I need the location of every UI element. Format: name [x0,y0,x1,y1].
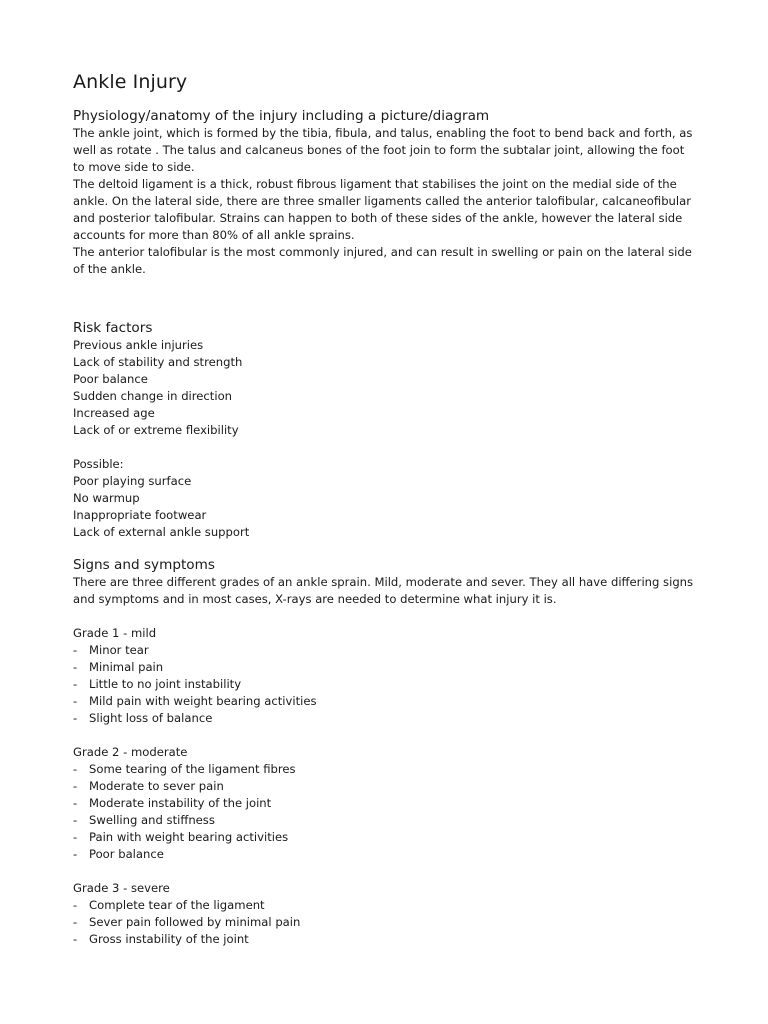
risk-item: Poor balance [73,372,148,386]
grade-block [73,625,695,727]
bullet-dash: - [73,694,78,708]
list-item-text: Minor tear [89,643,149,657]
grade-list [73,761,695,863]
list-item [73,897,695,914]
possible-item: Lack of external ankle support [73,525,250,539]
anatomy-paragraph: The ankle joint, which is formed by the tibia, fibula, and talus, enabling the foot to bend back and forth, as well as rotate . The talus and calcaneus bones of the foot join to form the subtalar joint, allowing the foot to move side to side. [73,126,693,174]
signs-intro: There are three different grades of an ankle sprain. Mild, moderate and sever. They all have differing signs and symptoms and in most cases, X-rays are needed to determine what injury it is. [73,575,694,606]
list-item-text: Poor balance [89,847,164,861]
bullet-dash: - [73,813,78,827]
list-item-text: Gross instability of the joint [89,932,249,946]
risk-heading: Risk factors [73,320,153,336]
grade-block [73,880,695,948]
list-item [73,710,695,727]
bullet-dash: - [73,915,78,929]
anatomy-paragraph: The deltoid ligament is a thick, robust fibrous ligament that stabilises the joint on the medial side of the ankle. On the lateral side, there are three smaller ligaments called the anterior talofibular, calcaneofibular and posterior talofibular. Strains can happen to both of these sides of the ankle, however the lateral side accounts for more than 80% of all ankle sprains. [73,177,692,242]
possible-label: Possible: [73,457,124,471]
list-item-text: Minimal pain [89,660,164,674]
list-item [73,761,695,778]
grade-label: Grade 2 - moderate [73,745,188,759]
risk-item: Increased age [73,406,155,420]
list-item [73,914,695,931]
anatomy-paragraph: The anterior talofibular is the most commonly injured, and can result in swelling or pain on the lateral side of the ankle. [73,245,692,276]
list-item [73,829,695,846]
bullet-dash: - [73,643,78,657]
list-item-text: Sever pain followed by minimal pain [89,915,301,929]
risk-item: Previous ankle injuries [73,338,204,352]
list-item-text: Some tearing of the ligament fibres [89,762,296,776]
grade-list [73,642,695,727]
list-item-text: Moderate instability of the joint [89,796,272,810]
bullet-dash: - [73,932,78,946]
list-item [73,778,695,795]
list-item-text: Mild pain with weight bearing activities [89,694,317,708]
bullet-dash: - [73,830,78,844]
grade-label: Grade 3 - severe [73,881,170,895]
document-title: Ankle Injury [73,71,188,93]
risk-item: Lack of or extreme flexibility [73,423,239,437]
list-item-text: Swelling and stiffness [89,813,215,827]
bullet-dash: - [73,796,78,810]
list-item [73,931,695,948]
list-item-text: Moderate to sever pain [89,779,224,793]
signs-heading: Signs and symptoms [73,557,215,573]
risk-item: Lack of stability and strength [73,355,243,369]
list-item-text: Little to no joint instability [89,677,242,691]
list-item-text: Complete tear of the ligament [89,898,265,912]
grade-label: Grade 1 - mild [73,626,157,640]
possible-item: No warmup [73,491,140,505]
list-item [73,642,695,659]
list-item [73,846,695,863]
bullet-dash: - [73,847,78,861]
possible-item: Inappropriate footwear [73,508,207,522]
list-item [73,812,695,829]
bullet-dash: - [73,711,78,725]
bullet-dash: - [73,660,78,674]
signs-section [73,557,695,948]
document-page [73,70,695,948]
risk-item: Sudden change in direction [73,389,233,403]
bullet-dash: - [73,898,78,912]
list-item [73,659,695,676]
grade-list [73,897,695,948]
possible-item: Poor playing surface [73,474,192,488]
anatomy-heading: Physiology/anatomy of the injury including a picture/diagram [73,108,490,124]
list-item [73,693,695,710]
grade-block [73,744,695,863]
list-item [73,795,695,812]
list-item [73,676,695,693]
anatomy-section [73,108,695,278]
bullet-dash: - [73,677,78,691]
list-item-text: Slight loss of balance [89,711,213,725]
bullet-dash: - [73,779,78,793]
risk-section [73,320,695,541]
list-item-text: Pain with weight bearing activities [89,830,289,844]
bullet-dash: - [73,762,78,776]
